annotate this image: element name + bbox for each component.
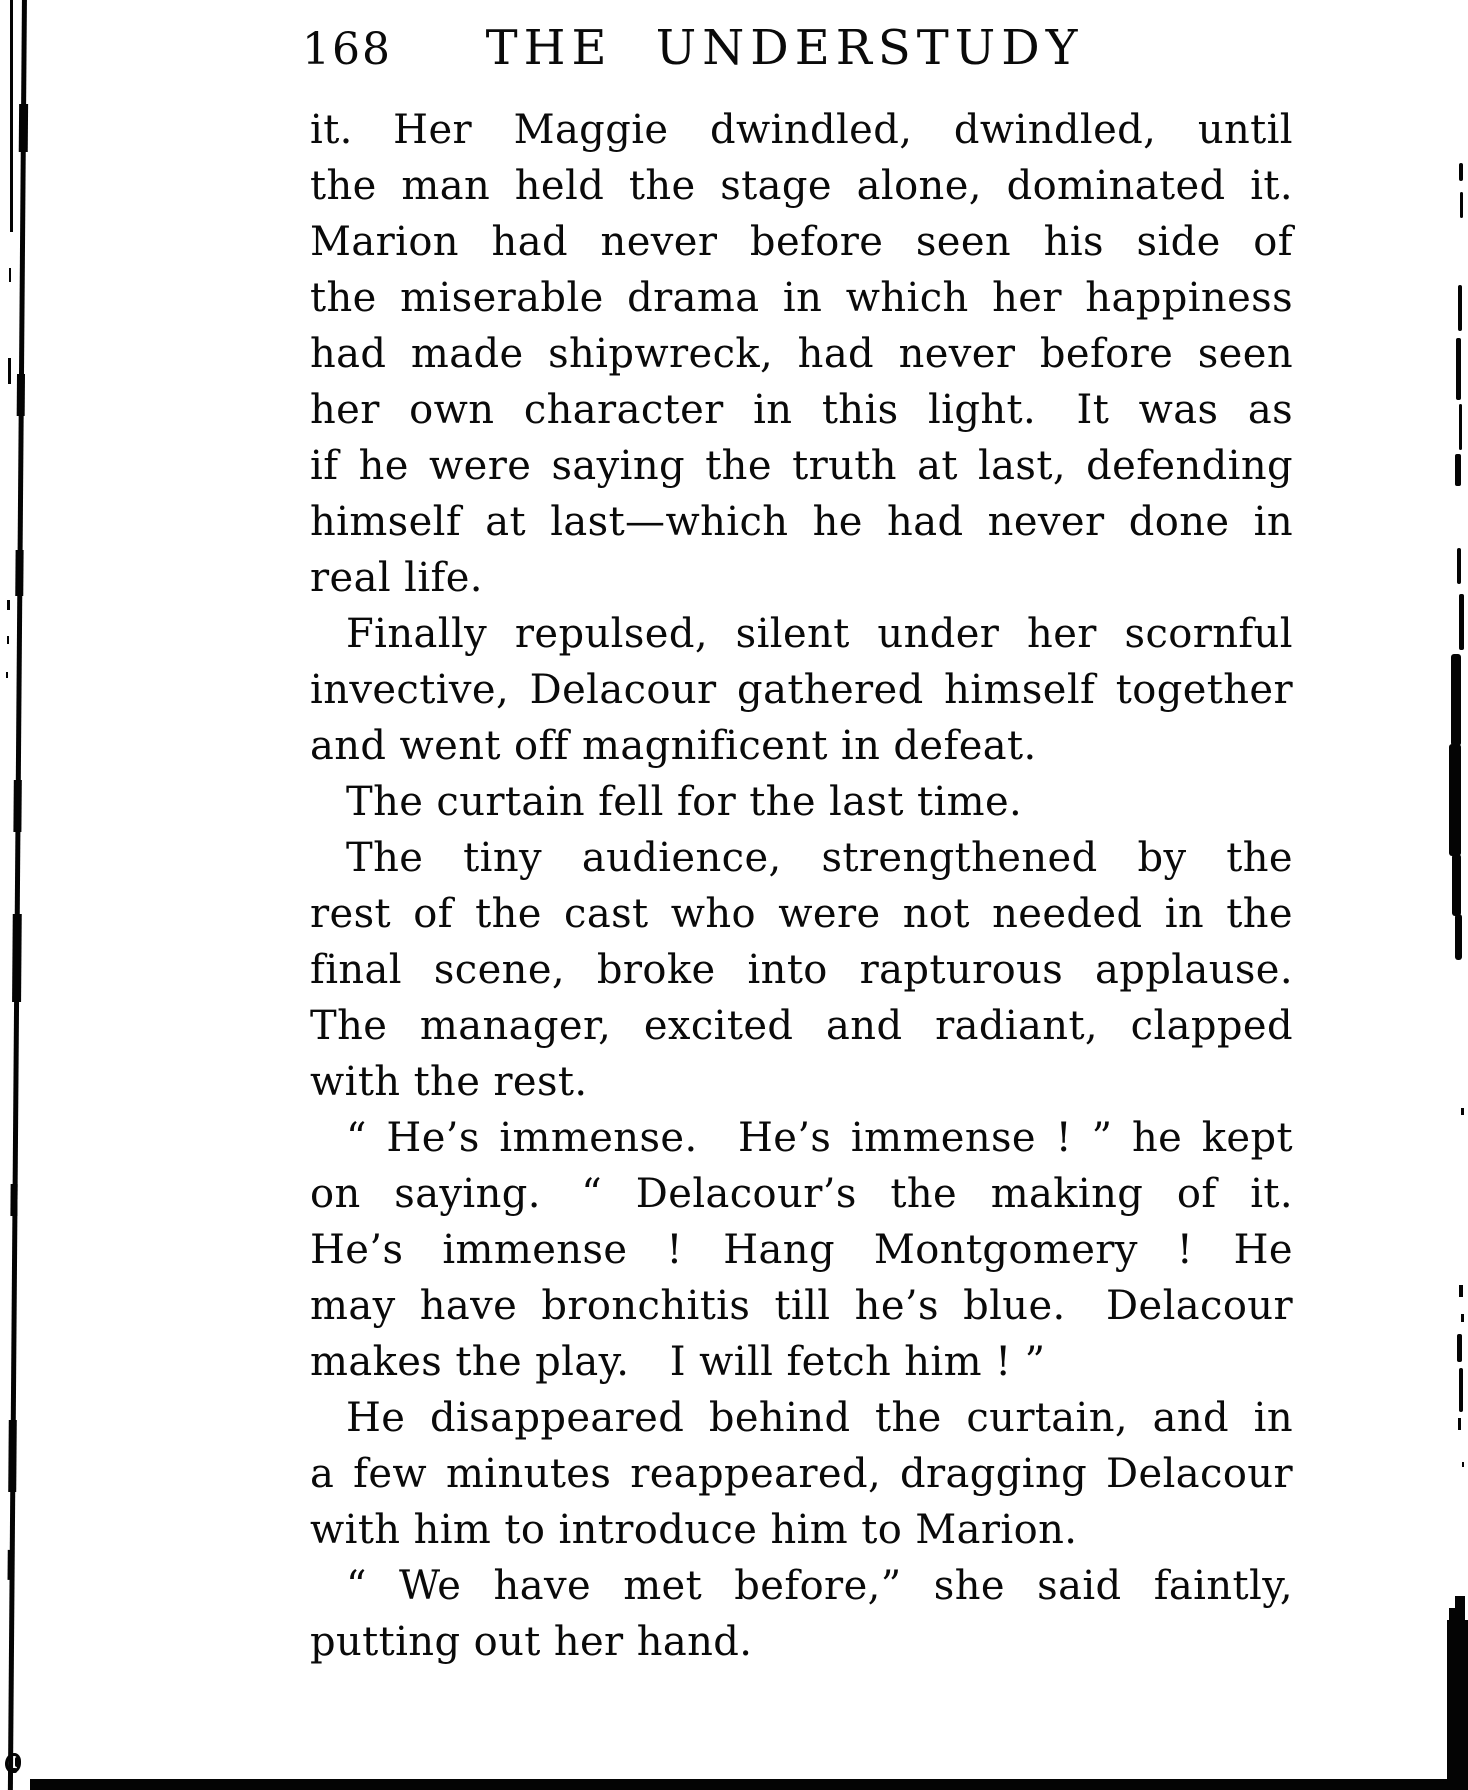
page-header	[302, 20, 1293, 82]
rule-blob	[8, 1420, 17, 1492]
text-line: with him to introduce him to Marion.	[310, 1507, 1078, 1553]
bottom-left-smudge-artifact	[15, 1757, 19, 1767]
text-line: if he were saying the truth at last, defending	[310, 443, 1293, 489]
page-number: 168	[302, 24, 392, 75]
text-line: on saying. “ Delacour’s the making of it.	[310, 1171, 1293, 1217]
right-edge-streak-artifact	[1451, 654, 1461, 746]
right-edge-streak-artifact	[1452, 854, 1461, 916]
right-edge-streak-artifact	[1449, 744, 1461, 856]
text-line: makes the play. I will fetch him ! ”	[310, 1339, 1046, 1385]
bottom-right-block-artifact	[1447, 1620, 1468, 1780]
right-edge-streak-artifact	[1456, 338, 1461, 400]
text-line: “ He’s immense. He’s immense ! ” he kept	[346, 1115, 1293, 1161]
text-line: and went off magnificent in defeat.	[310, 723, 1037, 769]
text-line: Finally repulsed, silent under her scornful	[346, 611, 1293, 657]
right-edge-dot-artifact	[1461, 1108, 1464, 1115]
text-line: The tiny audience, strengthened by the	[346, 835, 1293, 881]
text-line: “ We have met before,” she said faintly,	[346, 1563, 1293, 1609]
text-line: may have bronchitis till he’s blue. Delacour	[310, 1283, 1293, 1329]
rule-blob	[12, 914, 22, 1002]
right-edge-streak-artifact	[1458, 285, 1462, 331]
right-edge-dot-artifact	[1458, 1418, 1461, 1430]
text-line: rest of the cast who were not needed in the	[310, 891, 1293, 937]
right-edge-streak-artifact	[1459, 404, 1462, 450]
text-line: Marion had never before seen his side of	[310, 219, 1293, 265]
bottom-scan-bar-artifact	[30, 1779, 1468, 1790]
right-edge-streak-artifact	[1457, 1334, 1462, 1362]
rule-blob	[8, 1550, 14, 1580]
text-line: He disappeared behind the curtain, and in	[346, 1395, 1293, 1441]
rule-blob	[10, 1184, 17, 1216]
left-rule-dot-artifact	[7, 600, 10, 610]
rule-blob	[17, 374, 25, 416]
text-line: himself at last—which he had never done in	[310, 499, 1293, 545]
text-line: final scene, broke into rapturous applause.	[310, 947, 1293, 993]
text-line: had made shipwreck, had never before seen	[310, 331, 1293, 377]
rule-blob	[13, 780, 21, 832]
right-edge-streak-artifact	[1459, 594, 1464, 650]
text-line: a few minutes reappeared, dragging Delacour	[310, 1451, 1293, 1497]
running-title: THE UNDERSTUDY	[485, 20, 1084, 76]
left-rule-dot-artifact	[7, 636, 9, 644]
rule-blob	[15, 550, 23, 596]
left-thin-rule-artifact	[10, 0, 13, 232]
right-edge-streak-artifact	[1455, 914, 1462, 960]
text-line: her own character in this light. It was as	[310, 387, 1293, 433]
right-edge-dot-artifact	[1461, 1314, 1464, 1322]
text-line: it. Her Maggie dwindled, dwindled, until	[310, 107, 1293, 153]
text-line: the man held the stage alone, dominated it.	[310, 163, 1293, 209]
text-line: The manager, excited and radiant, clapped	[310, 1003, 1293, 1049]
bottom-left-smudge-artifact	[8, 1768, 17, 1773]
rule-blob	[19, 104, 28, 152]
right-edge-dot-artifact	[1462, 1462, 1464, 1467]
right-edge-streak-artifact	[1460, 192, 1463, 218]
text-line: with the rest.	[310, 1059, 588, 1105]
left-rule-dot-artifact	[6, 672, 8, 678]
text-line: putting out her hand.	[310, 1619, 753, 1665]
right-edge-streak-artifact	[1459, 1368, 1463, 1412]
text-line: the miserable drama in which her happiness	[310, 275, 1293, 321]
text-line: He’s immense ! Hang Montgomery ! He	[310, 1227, 1293, 1273]
text-block	[310, 102, 1293, 1670]
text-line: invective, Delacour gathered himself together	[310, 667, 1293, 713]
right-edge-streak-artifact	[1459, 1285, 1463, 1297]
right-edge-streak-artifact	[1455, 454, 1461, 486]
text-line: The curtain fell for the last time.	[346, 779, 1023, 825]
left-rule-dash-artifact	[8, 358, 11, 384]
right-edge-streak-artifact	[1459, 163, 1463, 181]
text-line: real life.	[310, 555, 483, 601]
left-rule-dash-artifact	[9, 268, 11, 282]
right-edge-streak-artifact	[1457, 548, 1461, 584]
